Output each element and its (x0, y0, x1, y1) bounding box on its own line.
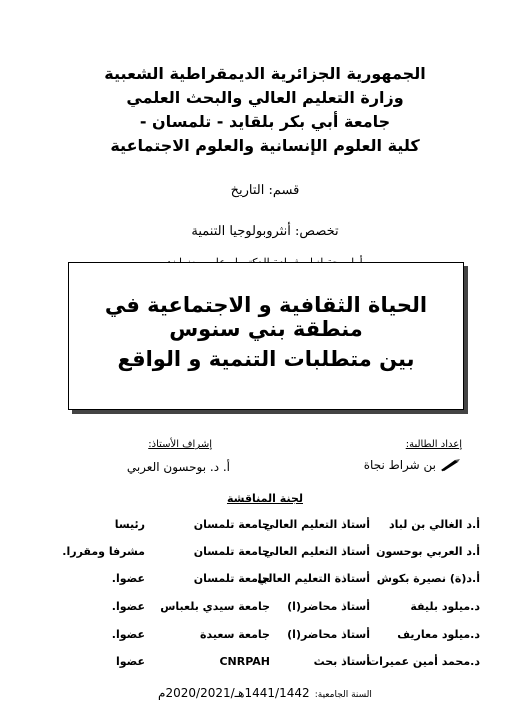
member-role: عضوا. (111, 600, 145, 613)
member-name: أ.د العربي بوحسون (376, 545, 480, 558)
header-republic: الجمهورية الجزائرية الديمقراطية الشعبية (104, 64, 426, 83)
committee-row (60, 572, 480, 592)
committee-row (60, 518, 480, 538)
member-rank: أستاذ بحث (313, 655, 370, 668)
committee-row (60, 628, 480, 648)
prepared-by-label: إعداد الطالبة: (405, 439, 462, 450)
member-university: جامعة سعيدة (200, 628, 270, 641)
member-rank: أستاذ محاضر(ا) (287, 628, 370, 641)
member-rank: أستاذ التعليم العالي (263, 518, 370, 531)
member-name: د.محمد أمين عميرات (368, 655, 480, 668)
department: قسم: التاريخ (230, 183, 300, 198)
member-role: عضوا. (111, 628, 145, 641)
supervisor-name: أ. د. بوحسون العربي (126, 460, 230, 474)
thesis-title-line2: بين متطلبات التنمية و الواقع (117, 347, 415, 371)
member-role: رئيسا (114, 518, 145, 531)
thesis-title-line1: الحياة الثقافية و الاجتماعية في منطقة بني سنوس (104, 293, 428, 341)
member-rank: أستاذ التعليم العالي (263, 545, 370, 558)
member-university: جامعة تلمسان (193, 518, 270, 531)
prepared-by (364, 458, 462, 472)
committee-row (60, 545, 480, 565)
member-role: عضوا (115, 655, 145, 668)
member-university: جامعة تلمسان (193, 572, 270, 585)
member-name: أ.د الغالي بن لباد (388, 518, 480, 531)
committee-row (60, 600, 480, 620)
header-university: جامعة أبي بكر بلقايد - تلمسان - (139, 112, 391, 131)
member-university: جامعة سيدي بلعباس (160, 600, 270, 613)
member-name: د.ميلود معاريف (397, 628, 480, 641)
academic-year-value: 1441/1442هـ/2020/2021م (158, 686, 310, 700)
academic-year (0, 682, 530, 701)
title-box (68, 262, 464, 410)
student-name: بن شراط نجاة (363, 458, 436, 472)
supervisor-label: إشراف الأستاذ: (148, 439, 212, 450)
member-role: عضوا. (111, 572, 145, 585)
member-rank: أستاذ محاضر(ا) (287, 600, 370, 613)
committee-title: لجنة المناقشة (226, 492, 303, 505)
specialty: تخصص: أنثروبولوجيا التنمية (191, 224, 339, 239)
academic-year-label: السنة الجامعية: (314, 690, 372, 700)
pen-icon (440, 458, 462, 472)
header-faculty: كلية العلوم الإنسانية والعلوم الاجتماعية (110, 136, 420, 155)
member-rank: أستاذة التعليم العالي (257, 572, 370, 585)
member-name: أ.د(ة) نصيرة بكوش (376, 572, 480, 585)
member-name: د.ميلود بليفة (410, 600, 480, 613)
member-role: مشرفا ومقررا. (62, 545, 145, 558)
header-ministry: وزارة التعليم العالي والبحث العلمي (126, 88, 404, 107)
committee-row (60, 655, 480, 675)
member-university: جامعة تلمسان (193, 545, 270, 558)
member-university: CNRPAH (219, 655, 270, 668)
